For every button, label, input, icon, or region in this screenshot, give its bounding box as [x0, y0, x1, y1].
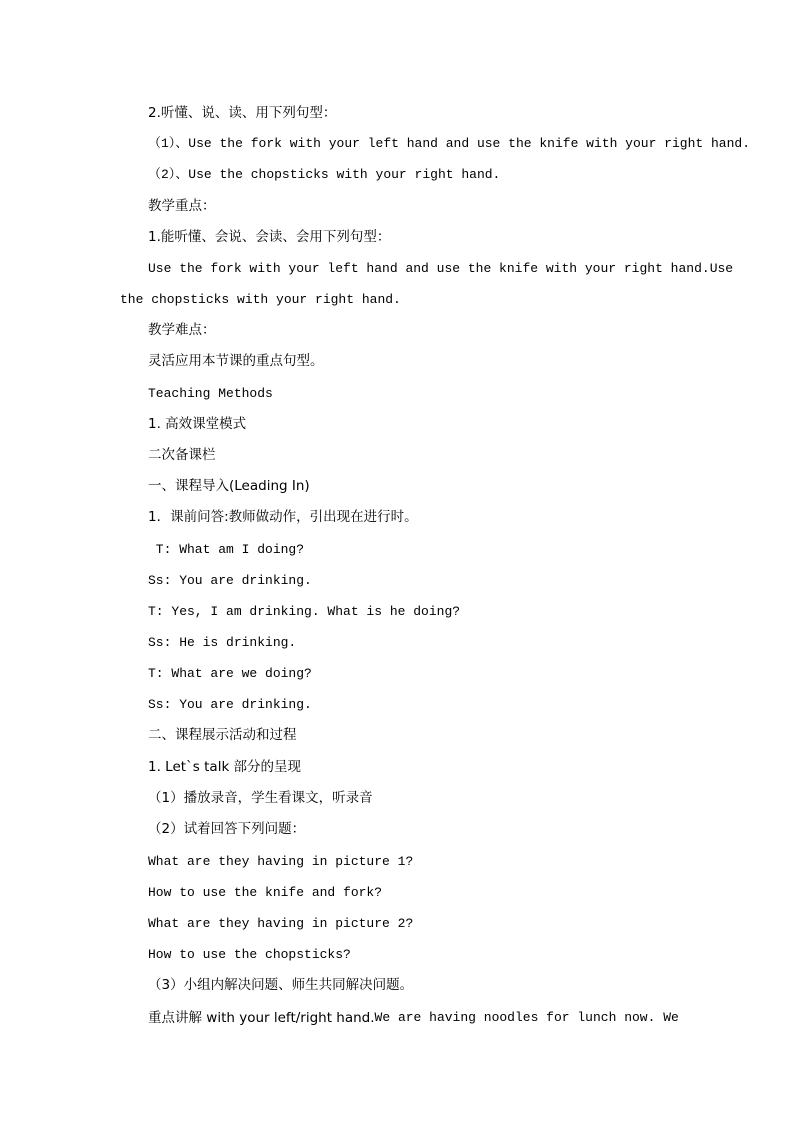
key-points-sentence-continued: the chopsticks with your right hand. [120, 292, 401, 307]
sentence-pattern-1: （1）、Use the fork with your left hand and use the knife with your right hand. [148, 136, 750, 151]
question-line: How to use the chopsticks? [148, 947, 351, 962]
question-line: What are they having in picture 1? [148, 854, 414, 869]
dialogue-line: T: What are we doing? [148, 666, 312, 681]
dialogue-line: Ss: You are drinking. [148, 573, 312, 588]
objective-heading: 2.听懂、说、读、用下列句型： [148, 105, 337, 121]
step-1: （1）播放录音，学生看课文，听录音 [148, 790, 373, 806]
key-points-item: 1.能听懂、会说、会读、会用下列句型： [148, 229, 391, 245]
question-line: How to use the knife and fork? [148, 885, 383, 900]
teaching-methods-item: 1. 高效课堂模式 [148, 416, 247, 432]
dialogue-line: T: What am I doing? [148, 542, 305, 557]
section-2-heading: 二、课程展示活动和过程 [148, 727, 297, 743]
section-1-heading: 一、课程导入(Leading In) [148, 478, 310, 494]
key-points-sentence-part1: Use the fork with your left hand and use the knife with your right hand. [148, 261, 710, 276]
dialogue-line: Ss: He is drinking. [148, 635, 297, 650]
pre-class-qa: 1．课前问答:教师做动作，引出现在进行时。 [148, 509, 418, 525]
question-line: What are they having in picture 2? [148, 916, 414, 931]
key-points-sentence-part2: Use [709, 261, 734, 276]
key-explanation [148, 1009, 679, 1027]
lets-talk-item: 1. Let`s talk 部分的呈现 [148, 759, 302, 775]
step-2: （2）试着回答下列问题： [148, 821, 306, 837]
sentence-pattern-2: （2）、Use the chopsticks with your right hand. [148, 167, 501, 182]
difficulties-heading: 教学难点： [148, 322, 216, 338]
key-points-sentence [148, 260, 734, 278]
secondary-prep-label: 二次备课栏 [148, 447, 216, 463]
key-explanation-part2: We are having noodles for lunch now. We [374, 1010, 679, 1025]
dialogue-line: T: Yes, I am drinking. What is he doing? [148, 604, 461, 619]
key-explanation-part1: 重点讲解 with your left/right hand. [148, 1010, 375, 1026]
dialogue-line: Ss: You are drinking. [148, 697, 312, 712]
step-3: （3）小组内解决问题、师生共同解决问题。 [148, 977, 414, 993]
key-points-heading: 教学重点： [148, 198, 216, 214]
teaching-methods-heading: Teaching Methods [148, 386, 273, 401]
difficulties-item: 灵活应用本节课的重点句型。 [148, 353, 324, 369]
